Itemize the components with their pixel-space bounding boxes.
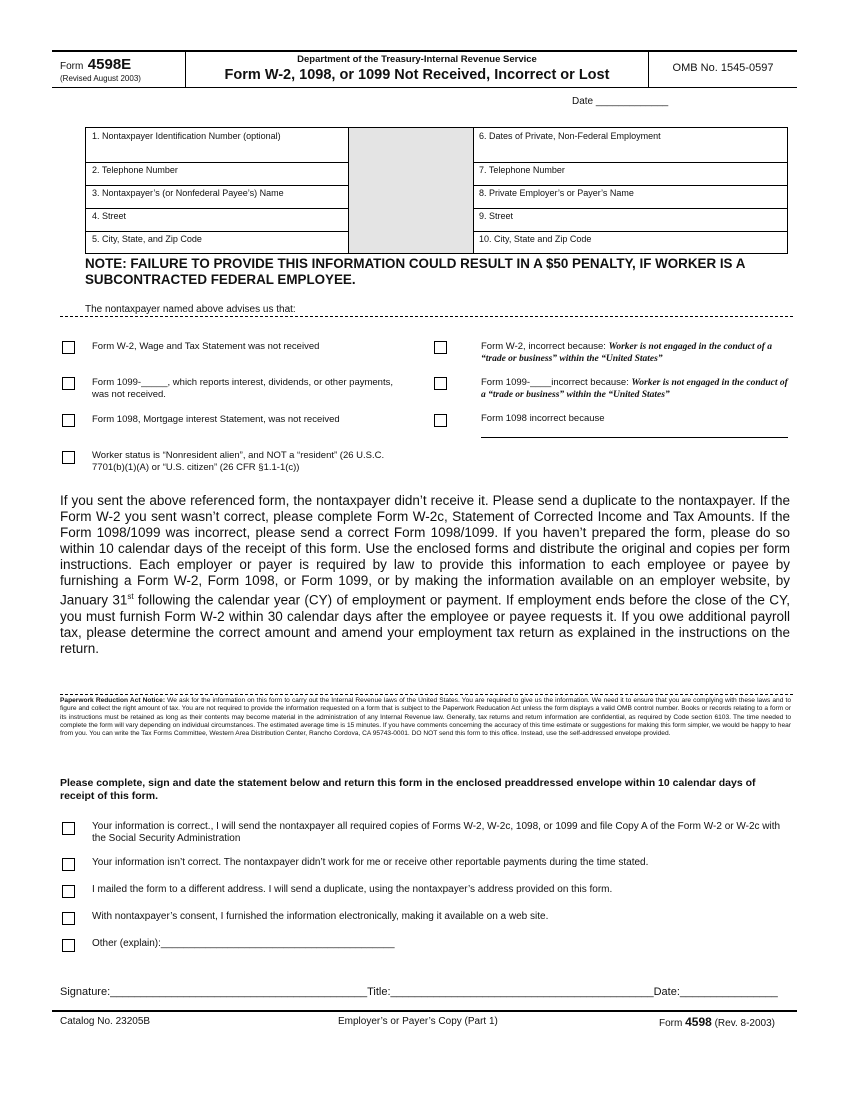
footer-rule: [52, 1010, 797, 1012]
shaded-divider: [348, 128, 474, 253]
form-title-cell: [186, 52, 649, 87]
form-id-cell: [52, 52, 186, 87]
paperwork-heading: Paperwork Reduction Act Notice:: [60, 697, 166, 704]
field-street-2[interactable]: 9. Street: [479, 211, 514, 221]
label-w2-incorrect-text: Form W-2, incorrect because:: [481, 341, 609, 352]
checkbox-nonresident-alien[interactable]: [62, 451, 75, 464]
sign-date-field[interactable]: ________________: [679, 986, 778, 998]
department-name: Department of the Treasury-Internal Revenue Service: [297, 54, 537, 65]
checkbox-w2-not-received[interactable]: [62, 341, 75, 354]
label-w2-incorrect-reason: Worker is not engaged in the conduct of a “trade or business” within the “United States”: [481, 342, 773, 364]
sign-date-label: Date:: [653, 986, 680, 998]
field-employment-dates[interactable]: 6. Dates of Private, Non-Federal Employment: [479, 131, 661, 141]
label-other-explain[interactable]: Other (explain):__________________________________________: [92, 938, 395, 949]
reason-line[interactable]: [481, 437, 788, 438]
checkbox-1098-incorrect[interactable]: [434, 414, 447, 427]
title-field[interactable]: ___________________________________________: [390, 986, 654, 998]
field-nontaxpayer-id[interactable]: 1. Nontaxpayer Identification Number (optional): [92, 131, 281, 141]
paperwork-notice: [60, 697, 791, 738]
omb-cell: [649, 52, 797, 87]
label-1099-incorrect-text: Form 1099-____incorrect because:: [481, 377, 632, 388]
please-complete-instruction: Please complete, sign and date the statement below and return this form in the enclosed preaddressed envelope within 10 calendar days of receipt of this form.: [60, 777, 756, 802]
field-telephone-2[interactable]: 7. Telephone Number: [479, 165, 565, 175]
label-info-incorrect: Your information isn’t correct. The nontaxpayer didn’t work for me or receive other reportable payments during the time stated.: [92, 857, 649, 868]
label-info-correct: Your information is correct., I will send the nontaxpayer all required copies of Forms W-2, W-2c, 1098, or 1099 and file Copy A of the Form W-2 or W-2c with the Social Security Administration: [92, 821, 781, 844]
revised-date: (Revised August 2003): [60, 74, 141, 83]
catalog-number: Catalog No. 23205B: [60, 1016, 151, 1027]
checkbox-1099-incorrect[interactable]: [434, 377, 447, 390]
field-nontaxpayer-name[interactable]: 3. Nontaxpayer’s (or Nonfederal Payee’s) Name: [92, 188, 284, 198]
omb-number: OMB No. 1545-0597: [672, 62, 774, 74]
form-header: [52, 50, 797, 88]
label-w2-incorrect: [481, 341, 791, 365]
checkbox-other[interactable]: [62, 939, 75, 952]
paperwork-body: We ask for the information on this form to carry out the Internal Revenue laws of the United States. You are required to give us the information. We need it to ensure that you are complying with these laws and to figure and collect the right amount of tax. You are not required to provide the information requested on a form that is subject to the Paperwork Reducation Act unless the form displays a valid OMB control number. Books or records relating to a form or its instructions must be retained as long as their contents may become material in the administration of any Internal Revenue law. Generally, tax returns and return information are confidential, as required by Code section 6103. The time needed to complete the form will vary depending on individual circumstances. The estimated average time is 15 minutes. If you have comments concerning the accuracy of this time estimate or suggestions for making this form simpler, we would be happy to hear from you. You can write the Tax Forms Committee, Western Area Distribution Center, Rancho Cordova, CA 95743-0001. DO NOT send this form to this office. Instead, use the self-addressed envelope provided.: [60, 697, 791, 738]
date-field[interactable]: Date _____________: [572, 96, 669, 107]
form-number: 4598E: [87, 56, 132, 73]
label-1099-not-received: Form 1099-_____, which reports interest, dividends, or other payments, was not received.: [92, 377, 393, 400]
field-employer-name[interactable]: 8. Private Employer’s or Payer’s Name: [479, 188, 634, 198]
checkbox-electronic[interactable]: [62, 912, 75, 925]
label-different-address: I mailed the form to a different address. I will send a duplicate, using the nontaxpayer’s address provided on this form.: [92, 884, 613, 895]
checkbox-info-incorrect[interactable]: [62, 858, 75, 871]
label-nonresident-alien: Worker status is “Nonresident alien”, and NOT a “resident” (26 U.S.C. 7701(b)(1)(A) or “U.S. citizen” (26 CFR §1.1-1(c)): [92, 450, 385, 473]
label-1098-incorrect: Form 1098 incorrect because: [481, 413, 605, 424]
signature-line: [60, 986, 778, 998]
info-table: [85, 127, 788, 254]
checkbox-1099-not-received[interactable]: [62, 377, 75, 390]
penalty-note: NOTE: FAILURE TO PROVIDE THIS INFORMATION COULD RESULT IN A $50 PENALTY, IF WORKER IS A SUBCONTRACTED FEDERAL EMPLOYEE.: [85, 256, 745, 287]
label-1099-incorrect: [481, 377, 793, 401]
dashed-divider-2: [60, 694, 793, 695]
field-city-1[interactable]: 5. City, State, and Zip Code: [92, 234, 202, 244]
label-1099-incorrect-reason: Worker is not engaged in the conduct of a “trade or business” within the “United States”: [481, 378, 788, 400]
field-telephone-1[interactable]: 2. Telephone Number: [92, 165, 178, 175]
form-title: Form W-2, 1098, or 1099 Not Received, Incorrect or Lost: [224, 67, 610, 83]
title-label: Title:: [367, 986, 391, 998]
checkbox-w2-incorrect[interactable]: [434, 341, 447, 354]
signature-field[interactable]: __________________________________________: [110, 986, 368, 998]
label-1098-not-received: Form 1098, Mortgage interest Statement, was not received: [92, 414, 340, 425]
checkbox-info-correct[interactable]: [62, 822, 75, 835]
signature-label: Signature:: [60, 986, 111, 998]
advises-label: The nontaxpayer named above advises us that:: [85, 304, 296, 315]
form-word: Form: [60, 61, 84, 72]
field-street-1[interactable]: 4. Street: [92, 211, 127, 221]
footer-form-id: Form 4598 (Rev. 8-2003): [659, 1015, 776, 1029]
field-city-2[interactable]: 10. City, State and Zip Code: [479, 234, 592, 244]
label-electronic: With nontaxpayer’s consent, I furnished the information electronically, making it available on a web site.: [92, 911, 549, 922]
checkbox-1098-not-received[interactable]: [62, 414, 75, 427]
instructions-paragraph: If you sent the above referenced form, the nontaxpayer didn’t receive it. Please send a duplicate to the nontaxpayer. If the Form W-2 you sent wasn’t correct, please complete Form W-2c, Statement of Corrected Income and Tax Amounts. If the Form 1098/1099 was incorrect, please send a correct Form 1098/1099. If you haven’t prepared the form, please do so within 10 calendar days of the receipt of this form. Use the enclosed forms and distribute the original and copies per form instructions. Each employer or payer is required by law to provide this information to each employee or payee by furnishing a Form W-2, Form 1098, or Form 1099, or by making the information available on an employer website, by January 31st following the calendar year (CY) of employment or payment. If employment ends before the close of the CY, you must furnish Form W-2 within 30 calendar days after the employee or payee requests it. If you owe additional payroll tax, please determine the correct amount and amend your employment tax return as explained in the instructions on the return.: [60, 493, 790, 656]
dashed-divider: [60, 316, 793, 317]
copy-label: Employer’s or Payer’s Copy (Part 1): [338, 1016, 498, 1027]
checkbox-different-address[interactable]: [62, 885, 75, 898]
label-w2-not-received: Form W-2, Wage and Tax Statement was not received: [92, 341, 320, 352]
